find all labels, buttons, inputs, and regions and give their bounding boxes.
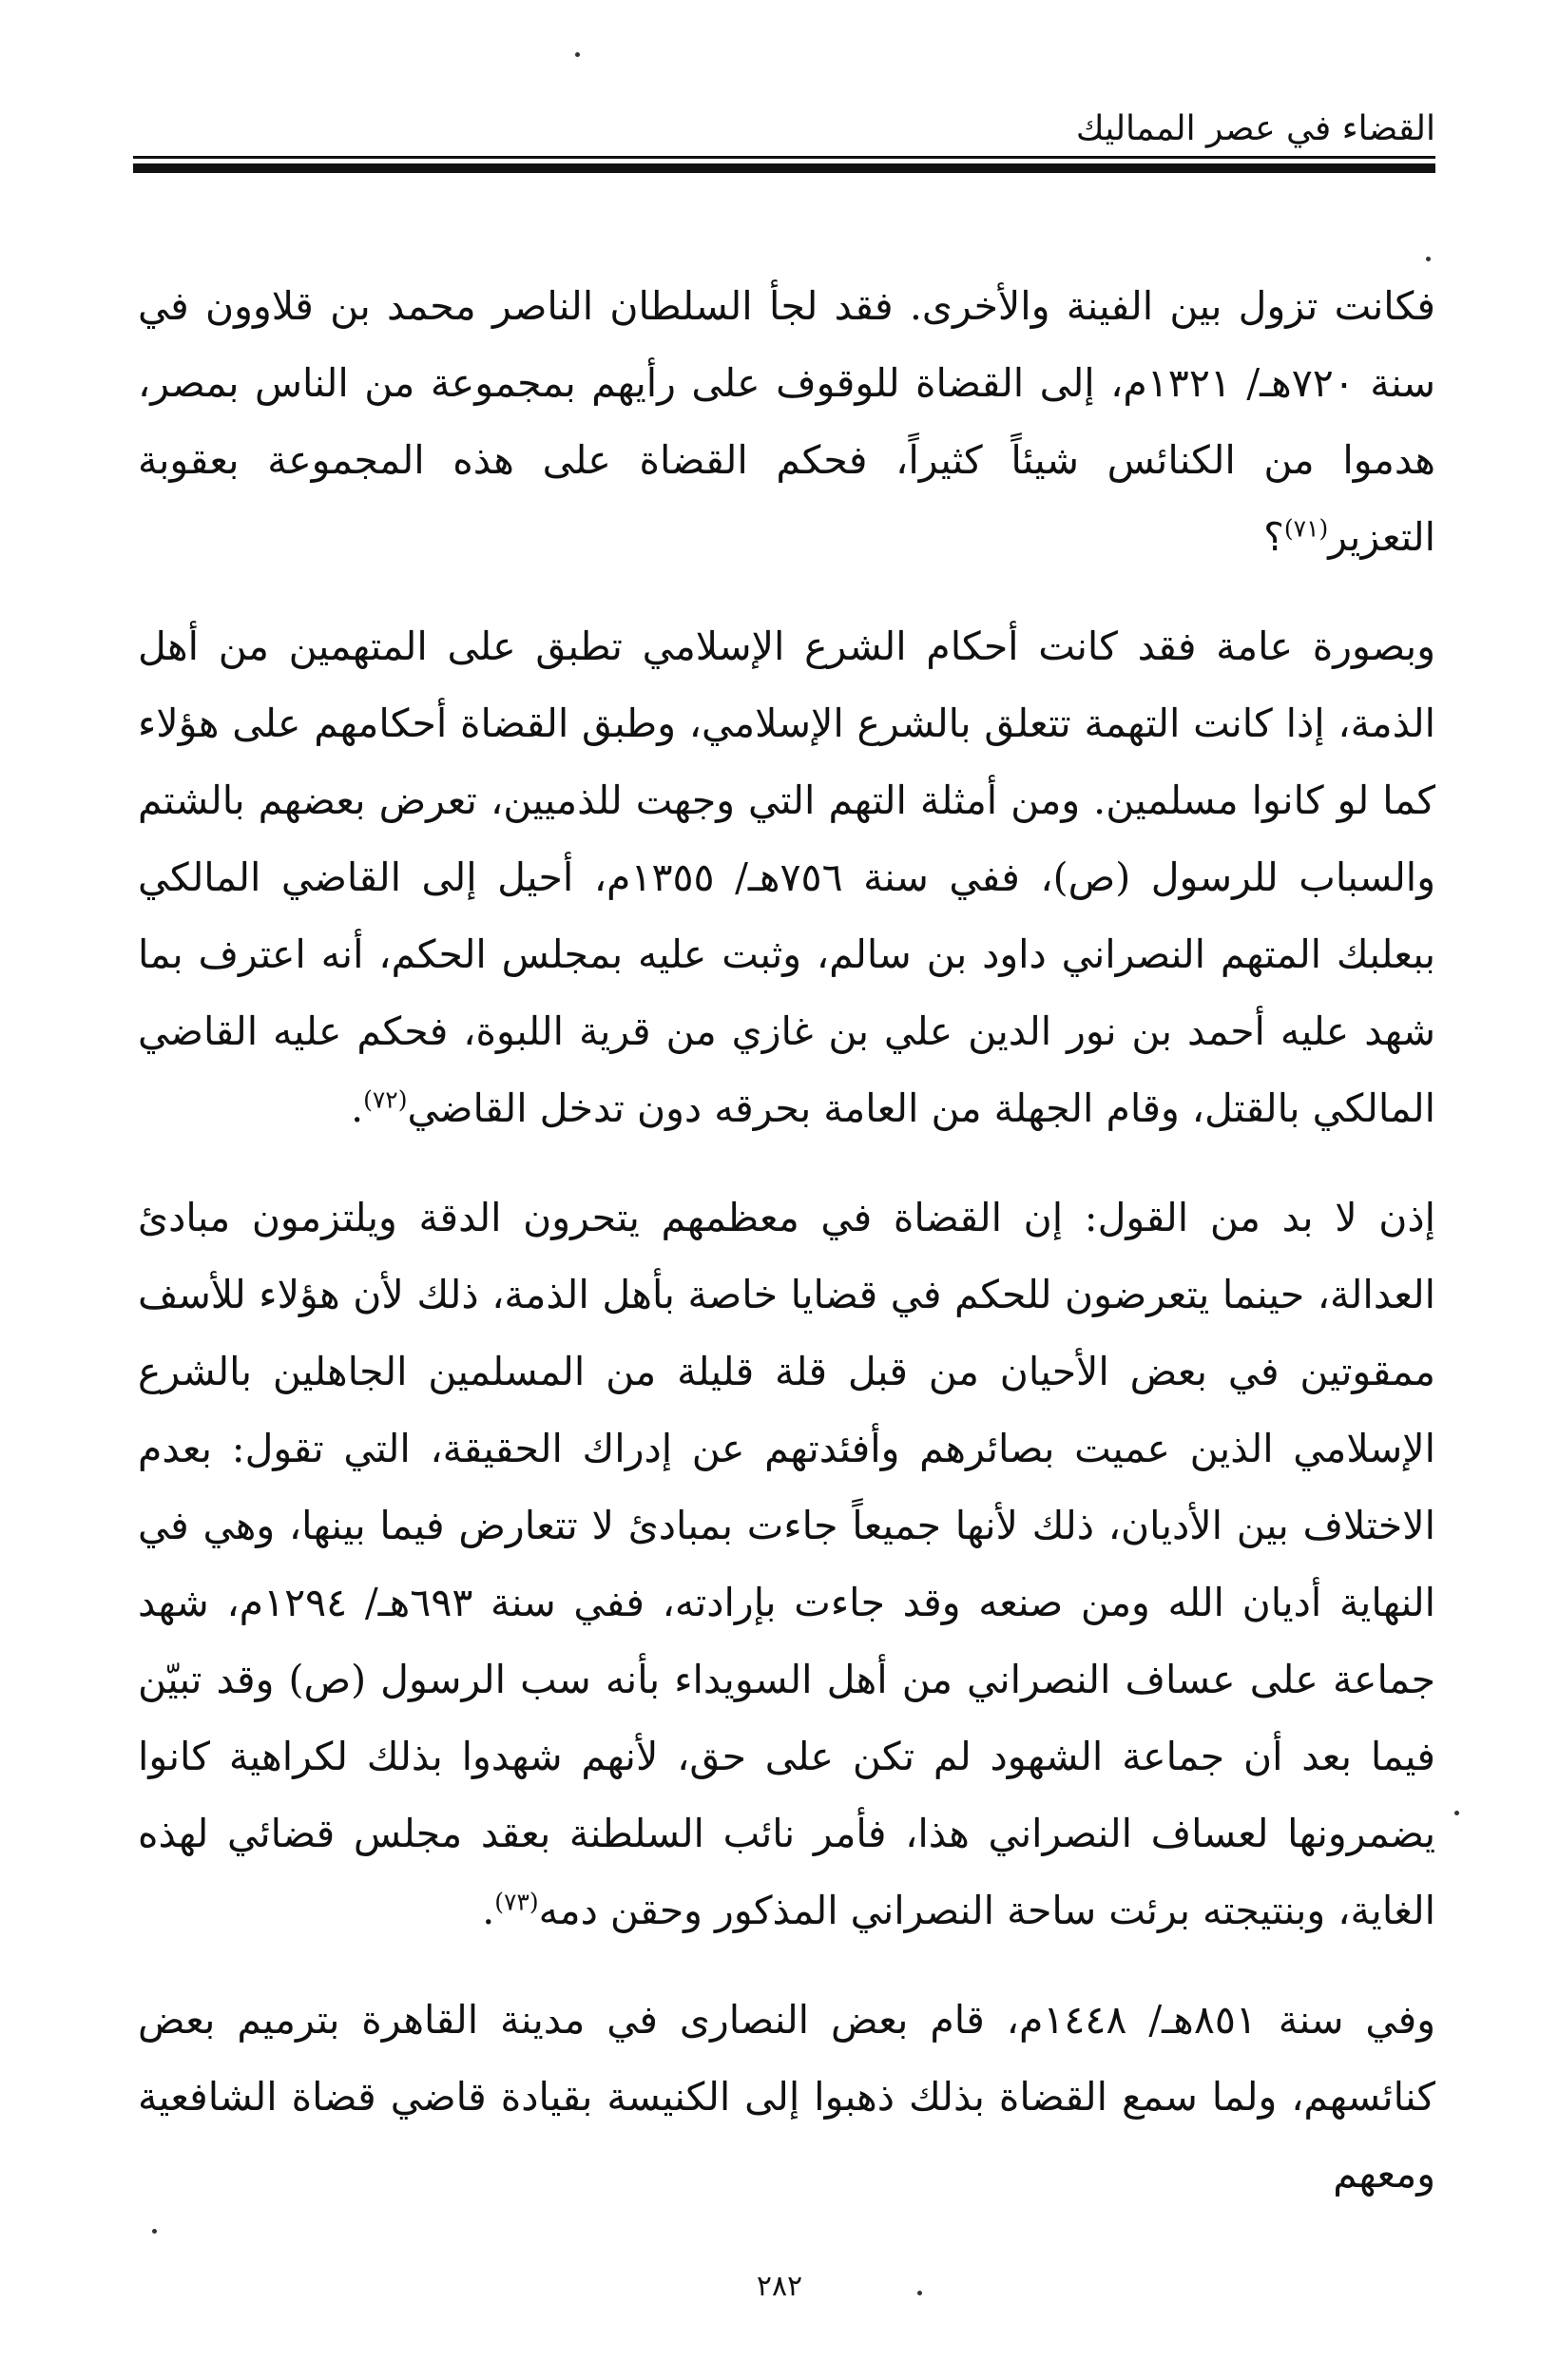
scan-speck	[917, 2291, 922, 2295]
scan-speck	[152, 2229, 157, 2234]
footnote-ref: (٧١)	[1283, 514, 1329, 543]
paragraph-2	[138, 608, 1435, 1147]
header-rule-thin	[133, 156, 1435, 159]
footnote-ref: (٧٢)	[363, 1085, 408, 1114]
page-number: ٢٨٢	[756, 2270, 803, 2303]
scan-speck	[575, 52, 580, 57]
paragraph-tail: .	[351, 1085, 364, 1131]
paragraph-text: وفي سنة ٨٥١هـ/ ١٤٤٨م، قام بعض النصارى في مدينة القاهرة بترميم بعض كنائسهم، ولما سمع القضاة بذلك ذهبوا إلى الكنيسة بقيادة قاضي قضاة الشافعية ومعهم	[138, 1997, 1435, 2197]
running-header: القضاء في عصر المماليك	[1075, 109, 1435, 148]
paragraph-1	[138, 268, 1435, 576]
scan-speck	[1454, 1811, 1459, 1815]
paragraph-text: وبصورة عامة فقد كانت أحكام الشرع الإسلامي تطبق على المتهمين من أهل الذمة، إذا كانت التهمة تتعلق بالشرع الإسلامي، وطبق القضاة أحكامهم على هؤلاء كما لو كانوا مسلمين. ومن أمثلة التهم التي وجهت للذميين، تعرض بعضهم بالشتم والسباب للرسول (ص)، ففي سنة ٧٥٦هـ/ ١٣٥٥م، أحيل إلى القاضي المالكي ببعلبك المتهم النصراني داود بن سالم، وثبت عليه بمجلس الحكم، أنه اعترف بما شهد عليه أحمد بن نور الدين علي بن غازي من قرية اللبوة، فحكم عليه القاضي المالكي بالقتل، وقام الجهلة من العامة بحرقه دون تدخل القاضي	[138, 624, 1436, 1131]
footnote-ref: (٧٣)	[494, 1888, 539, 1916]
body-text	[138, 268, 1435, 2245]
scan-speck	[1426, 257, 1431, 261]
paragraph-tail: ؟	[1263, 514, 1284, 560]
paragraph-text: فكانت تزول بين الفينة والأخرى. فقد لجأ السلطان الناصر محمد بن قلاوون في سنة ٧٢٠هـ/ ١٣٢١م، إلى القضاة للوقوف على رأيهم بمجموعة من الناس بمصر، هدموا من الكنائس شيئاً كثيراً، فحكم القضاة على هذه المجموعة بعقوبة التعزير	[138, 283, 1436, 560]
paragraph-tail: .	[482, 1888, 495, 1933]
paragraph-4	[138, 1982, 1435, 2213]
paragraph-text: إذن لا بد من القول: إن القضاة في معظمهم يتحرون الدقة ويلتزمون مبادئ العدالة، حينما يتعرضون للحكم في قضايا خاصة بأهل الذمة، ذلك لأن هؤلاء للأسف ممقوتين في بعض الأحيان من قبل قلة قليلة من المسلمين الجاهلين بالشرع الإسلامي الذين عميت بصائرهم وأفئدتهم عن إدراك الحقيقة، التي تقول: بعدم الاختلاف بين الأديان، ذلك لأنها جميعاً جاءت بمبادئ لا تتعارض فيما بينها، وهي في النهاية أديان الله ومن صنعه وقد جاءت بإرادته، ففي سنة ٦٩٣هـ/ ١٢٩٤م، شهد جماعة على عساف النصراني من أهل السويداء بأنه سب الرسول (ص) وقد تبيّن فيما بعد أن جماعة الشهود لم تكن على حق، لأنهم شهدوا بذلك لكراهية كانوا يضمرونها لعساف النصراني هذا، فأمر نائب السلطنة بعقد مجلس قضائي لهذه الغاية، وبنتيجته برئت ساحة النصراني المذكور وحقن دمه	[138, 1195, 1435, 1933]
paragraph-3	[138, 1180, 1435, 1949]
header-rule-thick	[133, 163, 1435, 173]
